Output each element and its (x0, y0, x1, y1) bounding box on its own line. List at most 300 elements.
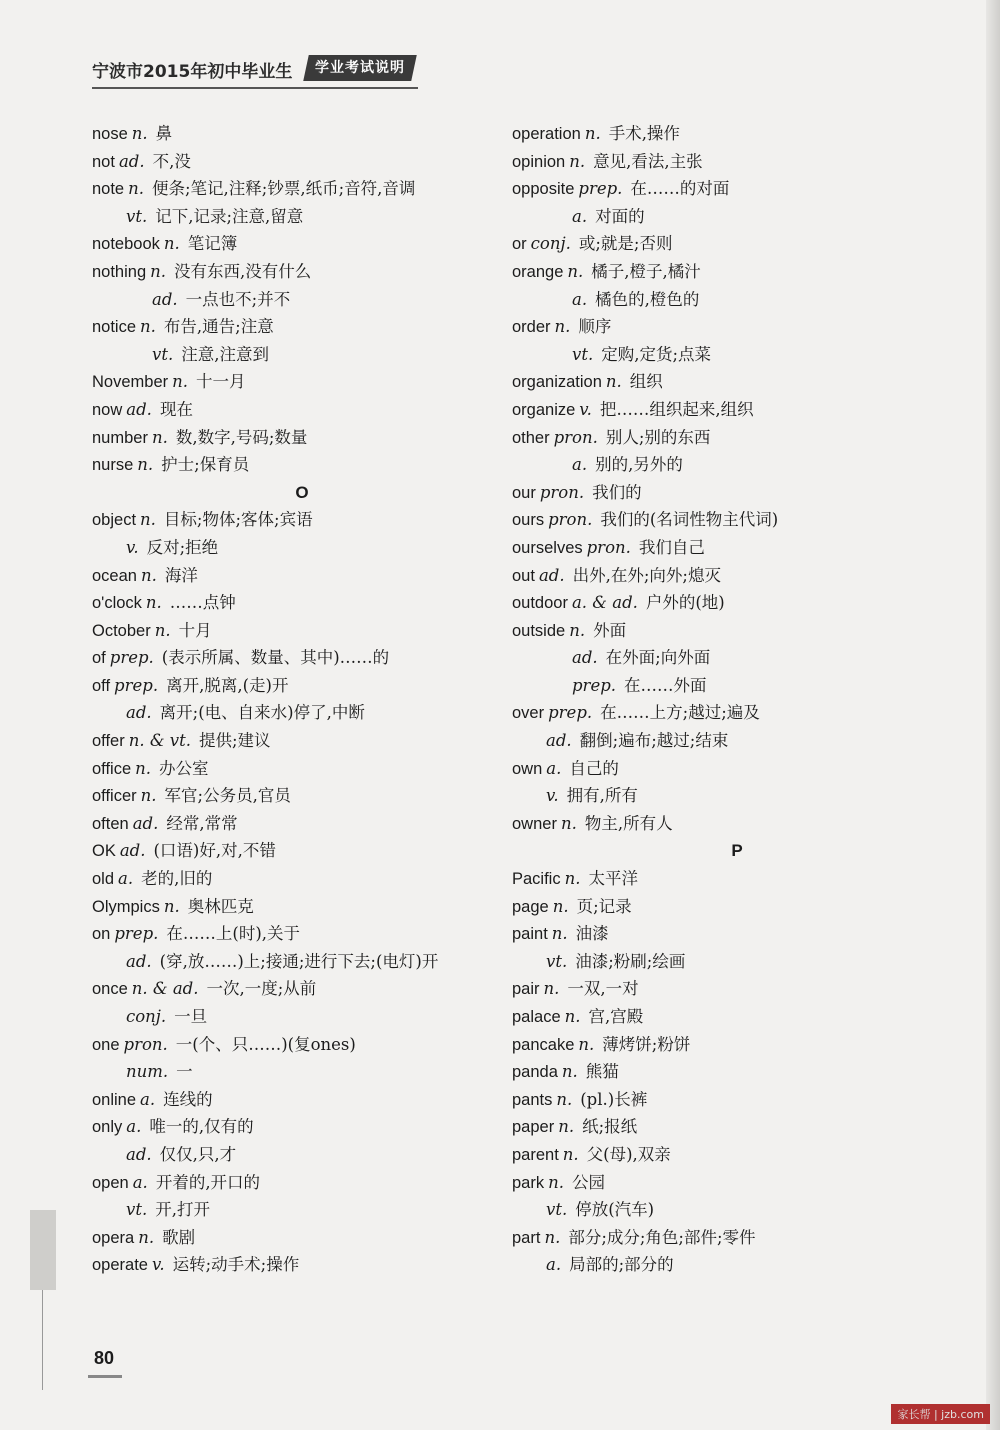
definition: 出外,在外;向外;熄灭 (572, 565, 721, 585)
part-of-speech: n. (140, 786, 157, 806)
definition: 歌剧 (162, 1227, 196, 1247)
definition: 油漆;粉刷;绘画 (575, 951, 686, 971)
part-of-speech: num. (126, 1062, 169, 1082)
definition: 一点也不;并不 (185, 289, 291, 309)
definition: 军官;公务员,官员 (164, 786, 291, 806)
definition: ……点钟 (169, 593, 236, 613)
vocab-word: other (512, 428, 550, 447)
definition: 在……上(时),关于 (166, 924, 301, 944)
part-of-speech: n. (544, 1227, 561, 1247)
vocab-word: on (92, 925, 111, 944)
definition: 我们自己 (638, 537, 705, 557)
part-of-speech: a. & ad. (571, 593, 638, 613)
definition: 橘子,橙子,橘汁 (591, 261, 701, 281)
definition: 顺序 (578, 317, 612, 337)
vocab-entry (92, 672, 512, 700)
definition: 我们的 (592, 482, 642, 502)
vocab-word: once (92, 980, 128, 999)
part-of-speech: ad. (538, 565, 565, 585)
part-of-speech: a. (140, 1089, 156, 1109)
vocab-entry (512, 203, 962, 231)
vocab-word: November (92, 373, 169, 392)
vocab-word: pancake (512, 1035, 575, 1054)
definition: 一 (176, 1062, 193, 1082)
definition: 十月 (178, 620, 212, 640)
definition: (口语)好,对,不错 (153, 841, 276, 861)
vocab-word: office (92, 759, 132, 778)
vocab-entry (512, 451, 962, 479)
part-of-speech: prep. (109, 648, 154, 668)
vocab-word: paper (512, 1118, 555, 1137)
vocab-entry (92, 506, 512, 534)
definition: 橘色的,橙色的 (595, 289, 700, 309)
vocab-word: notebook (92, 235, 160, 254)
part-of-speech: ad. (126, 399, 152, 419)
part-of-speech: n. (172, 372, 188, 392)
margin-line (42, 1290, 43, 1390)
vocab-word: ourselves (512, 538, 583, 557)
vocab-entry (92, 727, 512, 755)
vocab-word: opinion (512, 152, 566, 171)
vocab-word: parent (512, 1145, 559, 1164)
header-tag: 学业考试说明 (303, 55, 417, 81)
vocab-word: palace (512, 1008, 561, 1026)
part-of-speech: n. (584, 124, 601, 143)
part-of-speech: ad. (119, 841, 146, 861)
part-of-speech: pron. (123, 1034, 168, 1054)
vocab-entry (512, 1141, 962, 1169)
vocab-entry (92, 313, 512, 341)
vocab-entry (512, 120, 962, 148)
definition: 离开,脱离,(走)开 (166, 675, 289, 695)
vocab-entry (512, 1251, 962, 1279)
part-of-speech: v. (579, 399, 592, 419)
vocab-word: not (92, 152, 115, 171)
vocab-entry (92, 1251, 512, 1279)
vocab-word: opposite (512, 180, 575, 199)
vocab-entry (512, 368, 962, 396)
vocab-word: nothing (92, 262, 147, 281)
definition: 老的,旧的 (141, 869, 213, 889)
part-of-speech: prep. (114, 924, 159, 944)
vocab-entry (512, 562, 962, 590)
part-of-speech: vt. (152, 344, 174, 364)
vocab-entry (92, 258, 512, 286)
definition: 在……的对面 (630, 179, 730, 199)
vocab-entry (512, 1058, 962, 1086)
part-of-speech: n. (569, 620, 586, 640)
definition: 或;就是;否则 (578, 234, 673, 254)
vocab-entry (92, 948, 512, 976)
side-tab (30, 1210, 56, 1290)
vocab-entry (512, 1031, 962, 1059)
vocab-entry (512, 727, 962, 755)
part-of-speech: v. (546, 786, 559, 806)
part-of-speech: n. (564, 869, 581, 889)
vocab-word: out (512, 566, 535, 585)
part-of-speech: prep. (578, 179, 623, 199)
vocab-word: ours (512, 511, 545, 530)
vocab-word: operate (92, 1256, 148, 1275)
vocab-word: outside (512, 621, 566, 640)
vocab-word: outdoor (512, 594, 568, 613)
definition: 定购,定货;点菜 (601, 344, 712, 364)
part-of-speech: ad. (118, 151, 145, 171)
definition: 注意,注意到 (181, 344, 269, 364)
part-of-speech: a. (126, 1117, 142, 1137)
definition: 经常,常常 (166, 813, 238, 833)
definition: 一次,一度;从前 (206, 979, 317, 999)
definition: 护士;保育员 (161, 455, 250, 475)
vocab-word: Pacific (512, 870, 561, 889)
part-of-speech: v. (151, 1255, 165, 1275)
vocab-entry (512, 810, 962, 838)
vocab-entry (92, 755, 512, 783)
vocab-entry (92, 893, 512, 921)
definition: 物主,所有人 (584, 813, 673, 833)
vocab-word: orange (512, 262, 564, 281)
vocab-word: own (512, 759, 543, 778)
vocab-entry (92, 562, 512, 590)
definition: 海洋 (164, 565, 198, 585)
definition: 公园 (571, 1172, 605, 1192)
definition: 页;记录 (576, 896, 632, 916)
definition: 手术,操作 (608, 124, 680, 143)
definition: 自己的 (569, 758, 619, 778)
definition: 运转;动手术;操作 (172, 1255, 300, 1275)
vocab-entry (512, 424, 962, 452)
part-of-speech: vt. (126, 1200, 148, 1220)
part-of-speech: n. (137, 455, 154, 475)
part-of-speech: n. (154, 620, 171, 640)
part-of-speech: ad. (546, 731, 572, 751)
definition: 拥有,所有 (566, 786, 638, 806)
definition: (表示所属、数量、其中)……的 (161, 648, 390, 668)
vocab-entry (512, 1224, 962, 1252)
vocab-entry (92, 644, 512, 672)
definition: 便条;笔记,注释;钞票,纸币;音符,音调 (152, 179, 416, 199)
header-title: 宁波市2015年初中毕业生 (92, 62, 293, 82)
definition: 不,没 (152, 151, 191, 171)
definition: 唯一的,仅有的 (149, 1117, 254, 1137)
part-of-speech: prep. (548, 703, 593, 723)
part-of-speech: vt. (546, 1200, 568, 1220)
vocab-entry (92, 286, 512, 314)
definition: 太平洋 (588, 869, 638, 889)
part-of-speech: n. (138, 1227, 155, 1247)
vocab-entry (512, 644, 962, 672)
vocab-entry (512, 865, 962, 893)
part-of-speech: pron. (553, 427, 598, 447)
part-of-speech: a. (132, 1172, 148, 1192)
part-of-speech: n. (569, 151, 586, 171)
vocab-entry (512, 782, 962, 810)
vocab-word: over (512, 704, 545, 723)
vocab-entry (92, 148, 512, 176)
vocab-entry (512, 286, 962, 314)
vocab-entry (92, 1058, 512, 1086)
vocab-word: o'clock (92, 594, 142, 613)
definition: 油漆 (575, 924, 609, 944)
definition: 纸;报纸 (582, 1117, 638, 1137)
vocab-word: opera (92, 1228, 135, 1247)
part-of-speech: ad. (152, 289, 178, 309)
definition: 薄烤饼;粉饼 (602, 1034, 691, 1054)
part-of-speech: ad. (126, 951, 152, 971)
vocab-word: number (92, 428, 148, 447)
vocab-word: pants (512, 1090, 553, 1109)
vocab-word: organization (512, 373, 602, 392)
definition: 现在 (159, 399, 193, 419)
vocab-word: nose (92, 125, 128, 143)
definition: 一(个、只……)(复ones) (175, 1034, 356, 1054)
part-of-speech: conj. (530, 234, 571, 254)
definition: 一双,一对 (567, 979, 639, 999)
vocab-word: part (512, 1228, 541, 1247)
definition: 我们的(名词性物主代词) (600, 510, 779, 530)
part-of-speech: n. (163, 896, 180, 916)
definition: 开着的,开口的 (155, 1172, 261, 1192)
vocab-word: nurse (92, 456, 134, 475)
part-of-speech: vt. (546, 951, 568, 971)
definition: 连线的 (163, 1089, 213, 1109)
definition: 户外的(地) (645, 593, 725, 613)
vocab-entry (512, 258, 962, 286)
definition: 翻倒;遍布;越过;结束 (579, 731, 729, 751)
vocab-word: Olympics (92, 897, 160, 916)
vocab-word: organize (512, 400, 576, 419)
vocab-entry (92, 810, 512, 838)
vocab-word: ocean (92, 566, 137, 585)
vocab-entry (92, 1003, 512, 1031)
left-column (92, 120, 512, 1279)
vocab-entry (92, 837, 512, 865)
vocab-word: often (92, 814, 129, 833)
definition: (穿,放……)上;接通;进行下去;(电灯)开 (159, 951, 439, 971)
vocab-entry (512, 1003, 962, 1031)
part-of-speech: n. (151, 427, 168, 447)
vocab-entry (512, 313, 962, 341)
vocab-entry (92, 1031, 512, 1059)
vocab-entry (92, 589, 512, 617)
vocab-word: pair (512, 980, 540, 999)
vocab-word: officer (92, 787, 137, 806)
vocab-entry (92, 396, 512, 424)
right-column (512, 120, 962, 1279)
part-of-speech: v. (126, 537, 139, 557)
vocab-entry (92, 920, 512, 948)
definition: 在……外面 (624, 675, 707, 695)
part-of-speech: ad. (572, 648, 598, 668)
part-of-speech: n. & vt. (128, 731, 191, 751)
vocab-entry (92, 368, 512, 396)
vocab-word: offer (92, 732, 125, 751)
vocab-entry (512, 396, 962, 424)
vocab-word: or (512, 235, 527, 254)
vocab-entry (512, 589, 962, 617)
vocab-word: one (92, 1035, 120, 1054)
watermark-logo: 家长帮 | jzb.com (891, 1404, 990, 1424)
vocab-entry (92, 1141, 512, 1169)
header-rule (92, 87, 418, 89)
part-of-speech: n. (564, 1007, 581, 1026)
vocab-word: of (92, 649, 106, 668)
vocab-entry (92, 1113, 512, 1141)
part-of-speech: n. (128, 179, 144, 199)
vocab-entry (512, 1169, 962, 1197)
part-of-speech: n. (605, 372, 622, 392)
definition: 别人;别的东西 (605, 427, 711, 447)
part-of-speech: n. (567, 261, 584, 281)
part-of-speech: n. (554, 317, 571, 337)
part-of-speech: n. (552, 896, 569, 916)
vocab-entry (512, 1086, 962, 1114)
part-of-speech: n. (140, 510, 156, 530)
definition: 宫,宫殿 (588, 1007, 644, 1026)
definition: 意见,看法,主张 (593, 151, 703, 171)
definition: 父(母),双亲 (586, 1144, 671, 1164)
vocab-entry (512, 341, 962, 369)
vocab-entry (92, 617, 512, 645)
part-of-speech: pron. (548, 510, 593, 530)
definition: 数,数字,号码;数量 (175, 427, 308, 447)
part-of-speech: a. (572, 455, 588, 475)
definition: 奥林匹克 (187, 896, 254, 916)
vocab-word: OK (92, 842, 116, 861)
vocab-entry (92, 699, 512, 727)
vocab-entry (92, 1224, 512, 1252)
definition: 一旦 (174, 1007, 208, 1026)
vocab-word: October (92, 621, 151, 640)
vocab-entry (92, 782, 512, 810)
page-number: 80 (94, 1348, 115, 1368)
vocab-entry (512, 506, 962, 534)
vocab-entry (92, 975, 512, 1003)
vocab-entry (92, 1086, 512, 1114)
part-of-speech: n. (163, 234, 180, 254)
definition: 把……组织起来,组织 (599, 399, 754, 419)
definition: 在……上方;越过;遍及 (600, 703, 760, 723)
vocab-entry (512, 617, 962, 645)
definition: 部分;成分;角色;部件;零件 (568, 1227, 756, 1247)
part-of-speech: n. (562, 1144, 579, 1164)
vocab-word: off (92, 676, 111, 695)
part-of-speech: a. (546, 1255, 562, 1275)
part-of-speech: n. (145, 593, 162, 613)
vocab-word: notice (92, 318, 137, 337)
definition: (pl.)长裤 (580, 1089, 648, 1109)
vocab-word: now (92, 400, 123, 419)
vocab-word: order (512, 318, 551, 337)
vocab-word: note (92, 180, 125, 199)
part-of-speech: n. & ad. (131, 979, 199, 999)
part-of-speech: n. (561, 1062, 578, 1082)
vocab-entry (512, 893, 962, 921)
vocab-entry (512, 672, 962, 700)
definition: 记下,记录;注意,留意 (155, 206, 304, 226)
definition: 笔记簿 (187, 234, 238, 254)
part-of-speech: prep. (114, 675, 159, 695)
vocab-entry (92, 203, 512, 231)
vocab-entry (512, 175, 962, 203)
vocab-entry (92, 230, 512, 258)
part-of-speech: ad. (132, 813, 159, 833)
vocab-word: paint (512, 925, 548, 944)
vocab-entry (512, 1113, 962, 1141)
vocab-word: owner (512, 814, 557, 833)
definition: 局部的;部分的 (569, 1255, 674, 1275)
vocab-entry (512, 148, 962, 176)
part-of-speech: a. (118, 869, 134, 889)
part-of-speech: n. (556, 1089, 573, 1109)
part-of-speech: pron. (539, 482, 585, 502)
definition: 在外面;向外面 (605, 648, 711, 668)
definition: 办公室 (159, 758, 209, 778)
vocab-word: our (512, 483, 536, 502)
page-edge (986, 0, 1000, 1430)
part-of-speech: n. (558, 1117, 575, 1137)
part-of-speech: n. (150, 261, 167, 281)
vocab-word: object (92, 511, 137, 530)
vocab-word: open (92, 1173, 129, 1192)
definition: 反对;拒绝 (146, 537, 219, 557)
definition: 外面 (593, 620, 627, 640)
definition: 目标;物体;客体;宾语 (163, 510, 313, 530)
definition: 别的,另外的 (595, 455, 683, 475)
vocab-word: operation (512, 125, 581, 143)
vocab-entry (92, 534, 512, 562)
vocab-entry (512, 699, 962, 727)
vocab-entry (512, 948, 962, 976)
definition: 鼻 (155, 124, 173, 143)
part-of-speech: n. (578, 1034, 595, 1054)
definition: 开,打开 (155, 1200, 210, 1220)
definition: 布告,通告;注意 (163, 317, 274, 337)
part-of-speech: ad. (126, 1144, 152, 1164)
vocab-entry (92, 175, 512, 203)
vocab-entry (92, 865, 512, 893)
part-of-speech: a. (546, 758, 562, 778)
vocab-word: panda (512, 1063, 558, 1082)
part-of-speech: ad. (126, 703, 152, 723)
vocab-entry (512, 920, 962, 948)
vocab-entry (92, 120, 512, 148)
definition: 仅仅,只,才 (159, 1144, 237, 1164)
part-of-speech: n. (551, 924, 568, 944)
vocab-entry (92, 424, 512, 452)
part-of-speech: n. (140, 565, 157, 585)
part-of-speech: a. (572, 289, 588, 309)
vocab-word: only (92, 1118, 123, 1137)
part-of-speech: n. (140, 317, 156, 337)
vocab-word: old (92, 870, 115, 889)
part-of-speech: pron. (586, 537, 631, 557)
vocab-entry (92, 1196, 512, 1224)
part-of-speech: vt. (126, 206, 148, 226)
part-of-speech: n. (548, 1172, 564, 1192)
vocab-word: park (512, 1173, 545, 1192)
vocab-entry (512, 479, 962, 507)
vocab-entry (512, 534, 962, 562)
definition: 提供;建议 (198, 731, 271, 751)
section-letter: P (731, 841, 743, 861)
vocab-entry (92, 451, 512, 479)
section-letter: O (295, 482, 309, 502)
part-of-speech: vt. (572, 344, 594, 364)
vocab-entry (92, 341, 512, 369)
vocab-entry (512, 1196, 962, 1224)
part-of-speech: n. (543, 979, 560, 999)
